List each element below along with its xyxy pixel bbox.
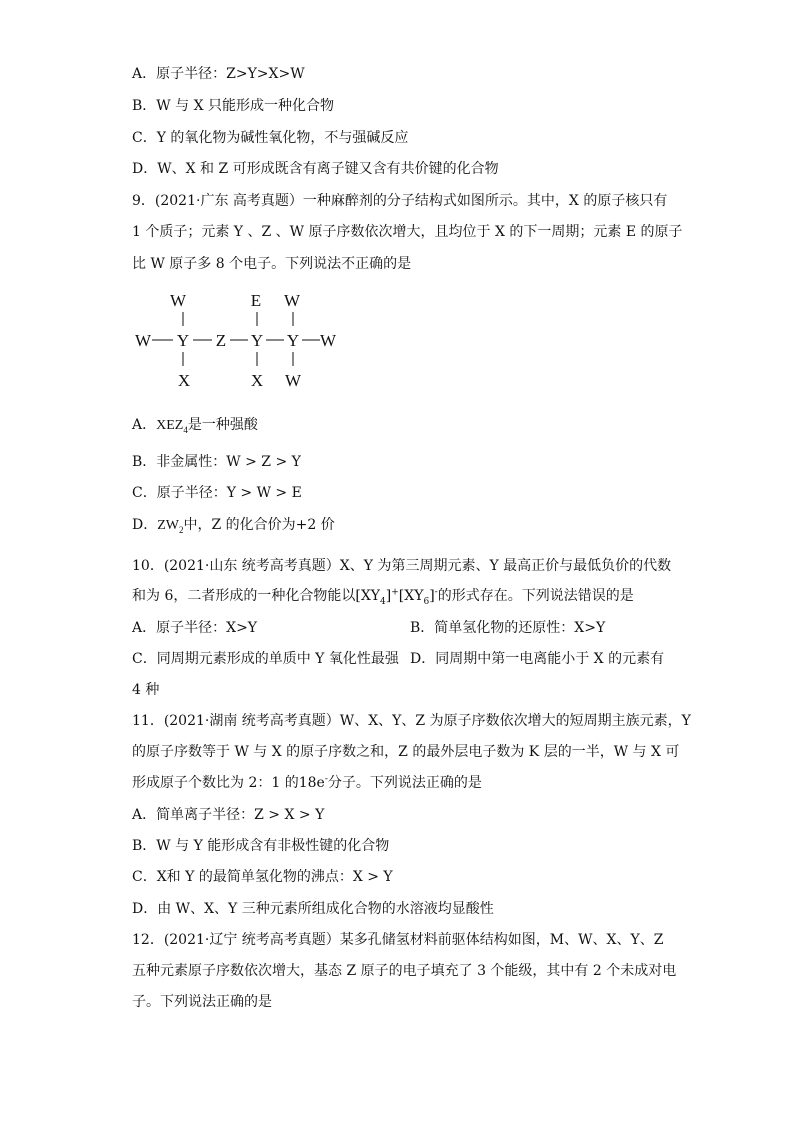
atom-e-top: E: [250, 291, 262, 310]
q11-line3-post: 分子。下列说法正确的是: [327, 775, 482, 791]
q11-line3-sup: -: [324, 774, 328, 785]
q10-line2-sub2: 6: [423, 596, 430, 607]
q11-stem-line3: [132, 773, 482, 793]
atom-x-bottom-1: X: [177, 371, 191, 390]
q9-option-d-sub: 2: [179, 524, 184, 535]
q9-option-d-suffix: 中，Z 的化合价为+2 价: [183, 517, 335, 533]
q9-option-a: [132, 415, 258, 436]
atom-w-left: W: [134, 331, 152, 350]
q11-stem-line2: 的原子序数等于 W 与 X 的原子序数之和，Z 的最外层电子数为 K 层的一半，W 与 X 可: [132, 744, 680, 760]
q9-option-a-suffix: 是一种强酸: [187, 417, 258, 433]
atom-w-top-1: W: [169, 291, 187, 310]
atom-y-2: Y: [250, 331, 264, 350]
q8-option-d: D．W、X 和 Z 可形成既含有离子键又含有共价键的化合物: [132, 161, 499, 177]
q11-line3-pre: 形成原子个数比为 2：1 的18e: [132, 775, 325, 791]
q11-option-b: B．W 与 Y 能形成含有非极性键的化合物: [132, 838, 390, 854]
q12-stem-line3: 子。下列说法正确的是: [132, 994, 272, 1010]
q10-line2-pre: 和为 6，二者形成的一种化合物能以[XY: [132, 588, 381, 604]
q10-line2-mid: [XY: [398, 588, 424, 604]
q9-option-c: C．原子半径：Y > W > E: [132, 485, 302, 501]
molecule-structure-diagram: [128, 286, 358, 396]
q10-option-d-continued: 4 种: [132, 682, 160, 698]
q9-option-b: B．非金属性：W > Z > Y: [132, 454, 301, 470]
q10-option-b: B．简单氢化物的还原性：X>Y: [410, 620, 606, 636]
q9-option-d-formula: ZW: [157, 518, 179, 533]
q11-option-c: C．X和 Y 的最简单氢化物的沸点：X > Y: [132, 869, 393, 885]
atom-y-3: Y: [286, 331, 300, 350]
atom-z: Z: [215, 331, 227, 350]
atom-x-bottom-2: X: [250, 371, 264, 390]
q10-stem-line2: 和为 6，二者形成的一种化合物能以$[XY_4]^+[XY_6]^-$的形式存在。下列说法错误的是: [132, 587, 634, 607]
atom-w-bottom: W: [284, 371, 302, 390]
q9-option-a-sub: 4: [183, 424, 188, 435]
q8-option-b: B．W 与 X 只能形成一种化合物: [132, 98, 334, 114]
q11-stem-line1: 11．(2021·湖南 统考高考真题）W、X、Y、Z 为原子序数依次增大的短周期主族元素，Y: [132, 713, 691, 729]
atom-y-1: Y: [176, 331, 190, 350]
q12-stem-line2: 五种元素原子序数依次增大，基态 Z 原子的电子填充了 3 个能级，其中有 2 个未成对电: [132, 963, 677, 979]
q10-option-c: C．同周期元素形成的单质中 Y 氧化性最强: [132, 651, 399, 667]
q9-option-d: [132, 515, 335, 536]
q10-line2-post: 的形式存在。下列说法错误的是: [437, 588, 634, 604]
q10-line2-sub1: 4: [380, 596, 386, 607]
q12-stem-line1: 12．(2021·辽宁 统考高考真题）某多孔储氢材料前驱体结构如图，M、W、X、Y、Z: [132, 932, 664, 948]
atom-w-right: W: [319, 331, 337, 350]
q9-stem-line1: 9．(2021·广东 高考真题）一种麻醉剂的分子结构式如图所示。其中，X 的原子核只有: [132, 193, 668, 209]
q10-line2-sup1: +: [391, 587, 399, 598]
q8-option-c: C．Y 的氧化物为碱性氧化物，不与强碱反应: [132, 130, 409, 146]
q11-option-d: D．由 W、X、Y 三种元素所组成化合物的水溶液均显酸性: [132, 901, 494, 917]
q10-option-d: D．同周期中第一电离能小于 X 的元素有: [410, 651, 665, 667]
q9-option-a-formula: XEZ: [156, 418, 184, 433]
q9-stem-line3: 比 W 原子多 8 个电子。下列说法不正确的是: [132, 256, 412, 272]
q10-line2-sup2: -: [434, 587, 438, 598]
q9-option-d-prefix: D．: [132, 517, 158, 533]
q9-stem-line2: 1 个质子；元素 Y 、Z 、W 原子序数依次增大，且均位于 X 的下一周期；元素 E 的原子: [132, 224, 683, 240]
q10-option-a: A．原子半径：X>Y: [132, 620, 258, 636]
q10-stem-line1: 10．(2021·山东 统考高考真题）X、Y 为第三周期元素、Y 最高正价与最低负价的代数: [132, 558, 672, 574]
atom-w-top-2: W: [283, 291, 301, 310]
q8-option-a: A．原子半径：Z>Y>X>W: [132, 66, 305, 82]
q11-option-a: A．简单离子半径：Z > X > Y: [132, 807, 325, 823]
q9-option-a-prefix: A．: [132, 417, 157, 433]
